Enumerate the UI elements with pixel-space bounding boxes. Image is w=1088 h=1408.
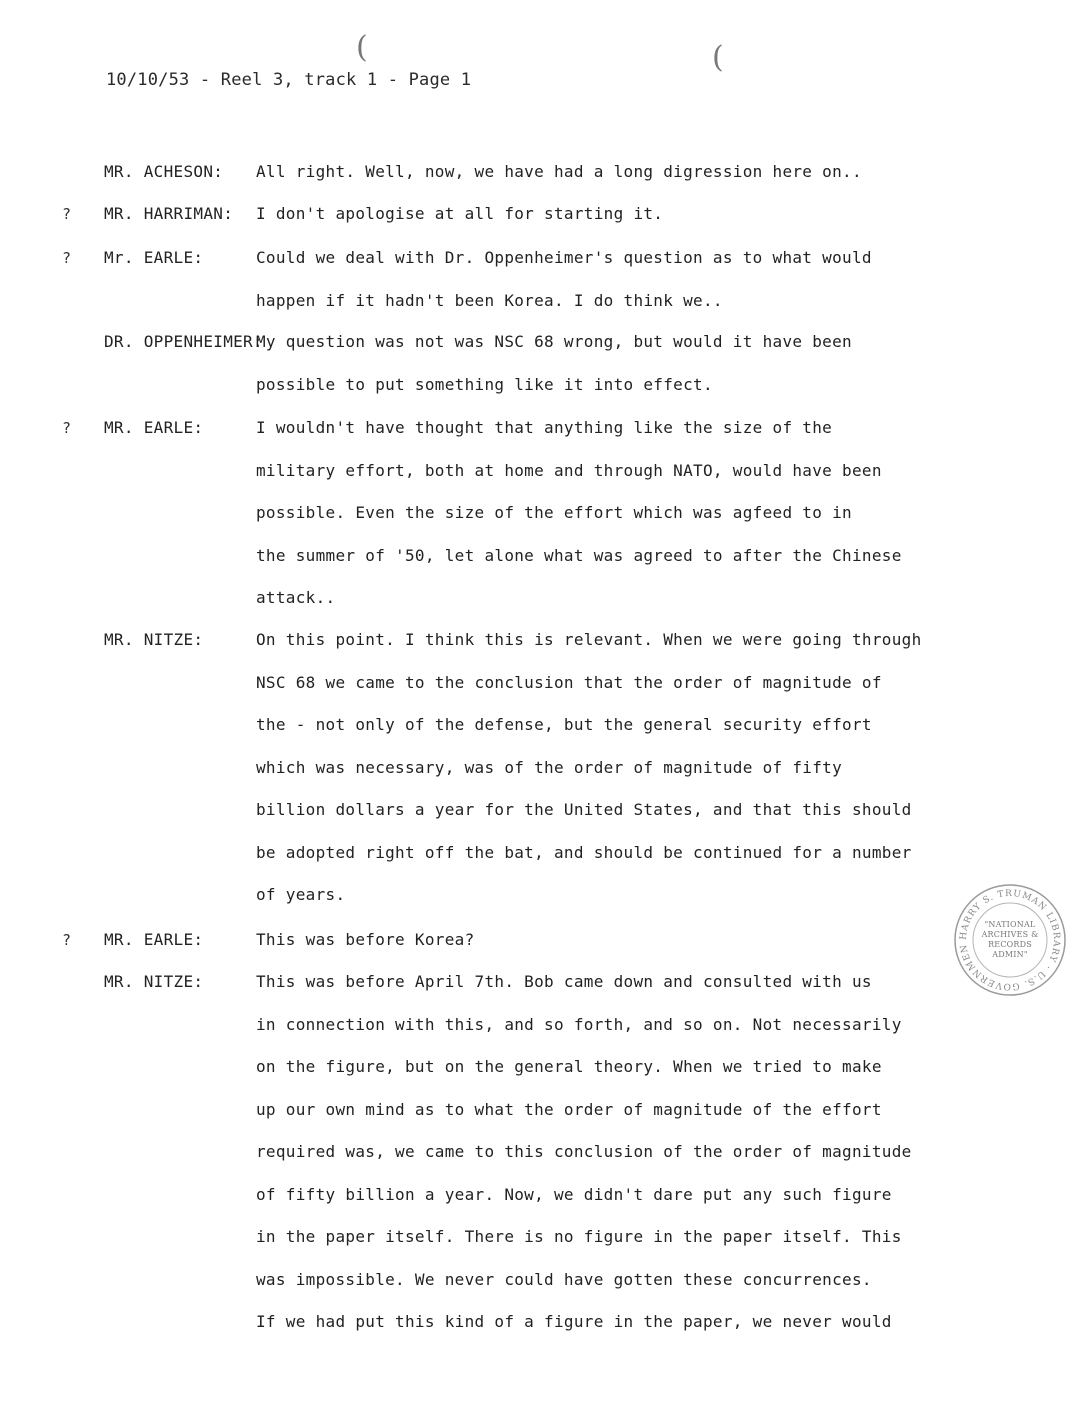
stray-mark: ( [356, 30, 368, 65]
dialogue-line: This was before Korea? [256, 930, 475, 949]
speaker-label: MR. NITZE: [104, 972, 204, 991]
speaker-label: MR. NITZE: [104, 630, 204, 649]
dialogue-line: All right. Well, now, we have had a long digression here on.. [256, 162, 862, 181]
speaker-label: Mr. EARLE: [104, 248, 204, 267]
speaker-label: MR. EARLE: [104, 418, 204, 437]
archive-stamp [952, 882, 1068, 998]
dialogue-line: which was necessary, was of the order of magnitude of fifty [256, 757, 843, 777]
dialogue-line: required was, we came to this conclusion of the order of magnitude [256, 1142, 912, 1161]
stamp-ring-text: HARRY S. TRUMAN LIBRARY · U.S. GOVERNMEN [958, 888, 1062, 992]
dialogue-line: military effort, both at home and through NATO, would have been [256, 460, 882, 480]
margin-question-mark: ? [62, 931, 72, 949]
page-header: 10/10/53 - Reel 3, track 1 - Page 1 [106, 70, 472, 90]
speaker-label: MR. EARLE: [104, 930, 204, 949]
dialogue-line: up our own mind as to what the order of magnitude of the effort [256, 1099, 882, 1119]
dialogue-line: be adopted right off the bat, and should be continued for a number [256, 842, 912, 862]
dialogue-line: the summer of '50, let alone what was agreed to after the Chinese [256, 545, 902, 565]
dialogue-line: On this point. I think this is relevant. When we were going through [256, 630, 922, 649]
dialogue-line: happen if it hadn't been Korea. I do think we.. [256, 290, 723, 310]
dialogue-line: NSC 68 we came to the conclusion that the order of magnitude of [256, 672, 882, 692]
dialogue-line: I wouldn't have thought that anything like the size of the [256, 418, 833, 437]
speaker-label: DR. OPPENHEIMER: [104, 332, 263, 351]
speaker-label: MR. ACHESON: [104, 162, 224, 181]
dialogue-line: My question was not was NSC 68 wrong, but would it have been [256, 332, 852, 351]
dialogue-line: possible. Even the size of the effort which was agfeed to in [256, 503, 852, 522]
dialogue-line: Could we deal with Dr. Oppenheimer's question as to what would [256, 248, 872, 267]
dialogue-line: in the paper itself. There is no figure in the paper itself. This [256, 1227, 902, 1246]
dialogue-line: If we had put this kind of a figure in the paper, we never would [256, 1312, 892, 1331]
margin-question-mark: ? [62, 205, 72, 223]
dialogue-line: This was before April 7th. Bob came down and consulted with us [256, 972, 872, 991]
margin-question-mark: ? [62, 419, 72, 437]
margin-question-mark: ? [62, 249, 72, 267]
stray-mark: ( [712, 40, 724, 75]
dialogue-line: of years. [256, 885, 346, 904]
stamp-center-text: "NATIONAL ARCHIVES & RECORDS ADMIN" [981, 920, 1039, 959]
dialogue-line: billion dollars a year for the United States, and that this should [256, 800, 912, 819]
dialogue-line: in connection with this, and so forth, and so on. Not necessarily [256, 1014, 902, 1034]
speaker-label: MR. HARRIMAN: [104, 204, 234, 223]
dialogue-line: possible to put something like it into effect. [256, 374, 713, 394]
dialogue-line: attack.. [256, 588, 336, 607]
dialogue-line: the - not only of the defense, but the general security effort [256, 715, 872, 734]
dialogue-line: on the figure, but on the general theory. When we tried to make [256, 1057, 882, 1076]
dialogue-line: of fifty billion a year. Now, we didn't dare put any such figure [256, 1184, 892, 1204]
dialogue-line: was impossible. We never could have gotten these concurrences. [256, 1269, 872, 1289]
dialogue-line: I don't apologise at all for starting it. [256, 204, 664, 223]
